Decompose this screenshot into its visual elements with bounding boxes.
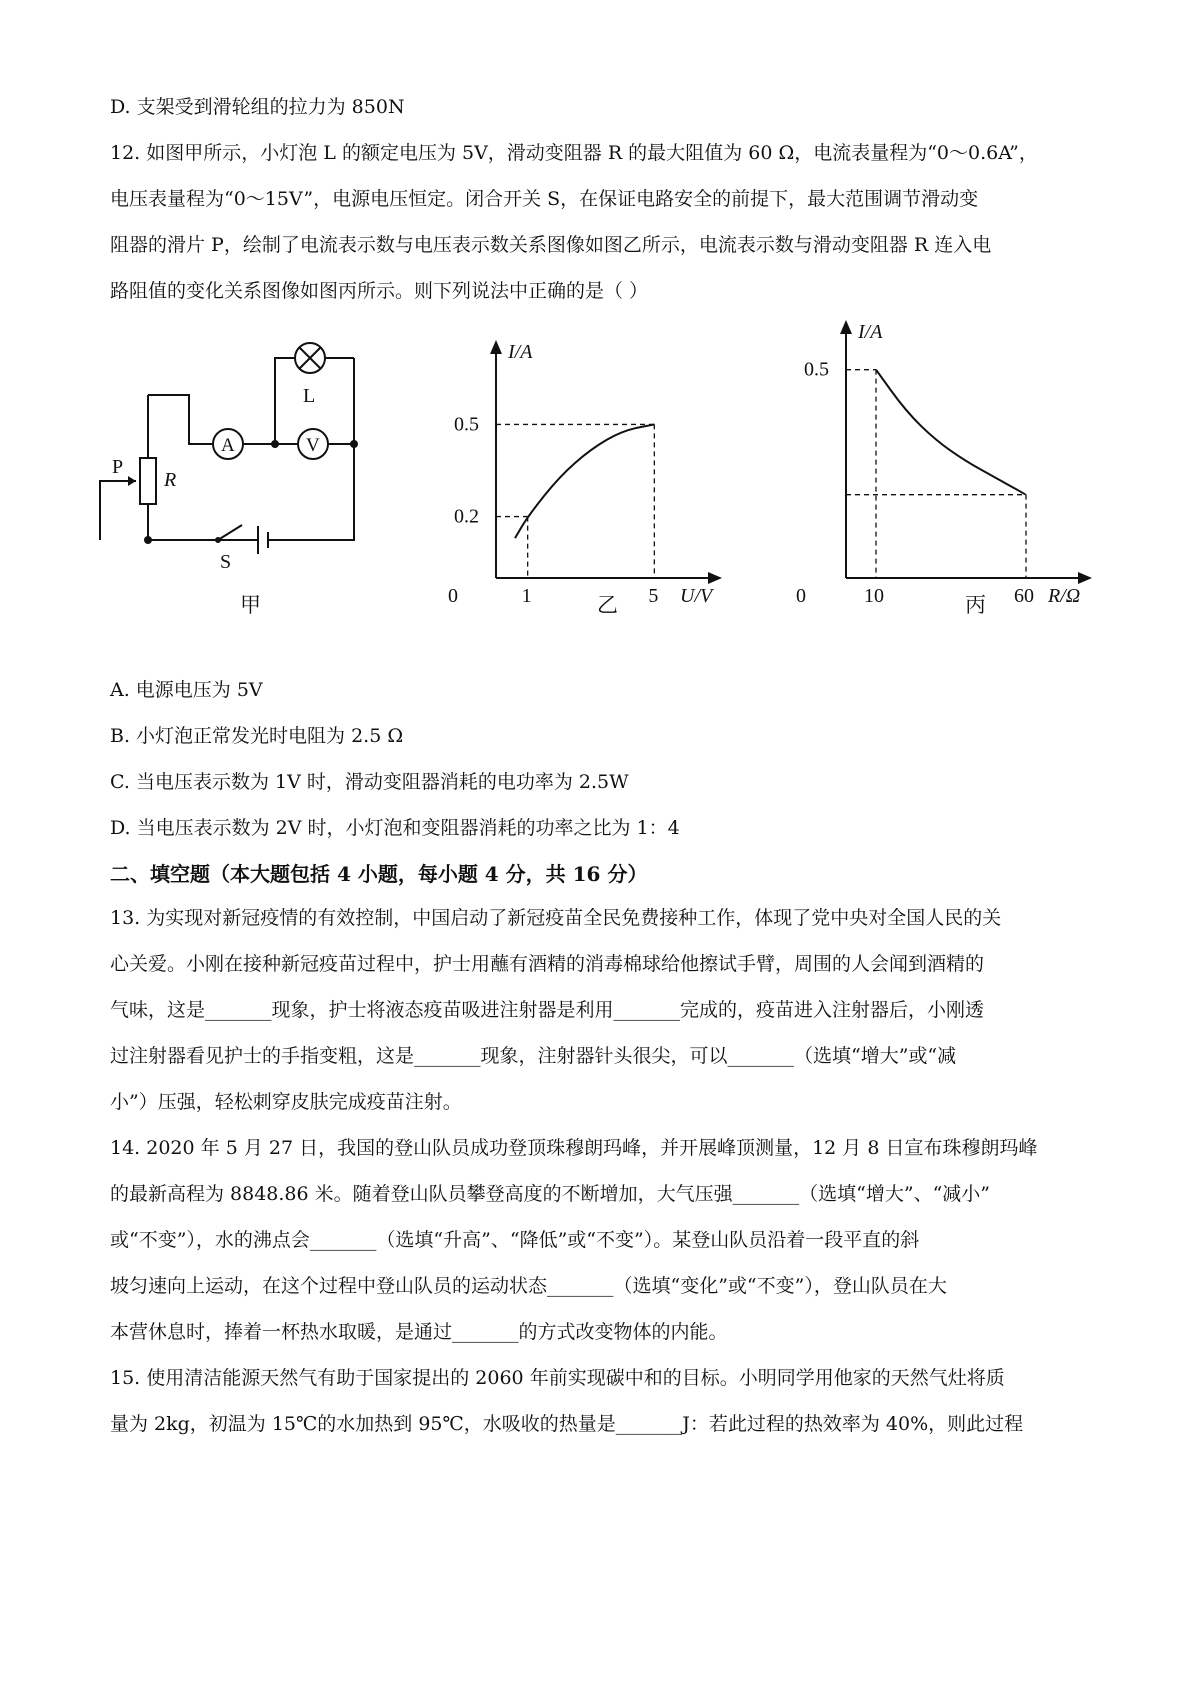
q14-line-5: 本营休息时，捧着一杯热水取暖，是通过_______的方式改变物体的内能。 <box>110 1321 728 1343</box>
q14-line-3: 或“不变”），水的沸点会_______（选填“升高”、“降低”或“不变”）。某登山队员沿着一段平直的斜 <box>110 1229 920 1251</box>
section-2-title: 二、填空题（本大题包括 4 小题，每小题 4 分，共 16 分） <box>110 862 648 886</box>
y-axis-label: I/A <box>508 341 533 363</box>
data-curve <box>515 424 654 538</box>
graph-bing-caption: 丙 <box>965 593 986 617</box>
voltmeter-label: V <box>306 435 320 456</box>
q14-line-2: 的最新高程为 8848.86 米。随着登山队员攀登高度的不断增加，大气压强_______（选填“增大”、“减小” <box>110 1183 991 1205</box>
x-tick-label: 5 <box>648 585 659 607</box>
y-axis-arrow-icon <box>840 320 852 334</box>
q15-line-1: 15. 使用清洁能源天然气有助于国家提出的 2060 年前实现碳中和的目标。小明同学用他家的天然气灶将质 <box>110 1367 1005 1389</box>
y-tick-label: 0.5 <box>804 358 829 381</box>
graph-yi-current-voltage <box>450 340 750 670</box>
q15-line-2: 量为 2kg，初温为 15℃的水加热到 95℃，水吸收的热量是_______J：若此过程的热效率为 40%，则此过程 <box>110 1413 1024 1435</box>
data-curve <box>876 370 1026 495</box>
q12-option-a: A. 电源电压为 5V <box>110 679 263 701</box>
q13-line-4: 过注射器看见护士的手指变粗，这是_______现象，注射器针头很尖，可以_______（选填“增大”或“减 <box>110 1045 957 1067</box>
y-tick-label: 0.5 <box>454 413 479 436</box>
q12-option-d: D. 当电压表示数为 2V 时，小灯泡和变阻器消耗的功率之比为 1：4 <box>110 817 680 839</box>
x-axis-label: R/Ω <box>1048 585 1081 607</box>
q13-line-3: 气味，这是_______现象，护士将液态疫苗吸进注射器是利用_______完成的，疫苗进入注射器后，小刚透 <box>110 999 985 1021</box>
graph-yi-caption: 乙 <box>597 593 618 617</box>
x-tick-label: 10 <box>864 585 884 607</box>
q12-line-4: 路阻值的变化关系图像如图丙所示。则下列说法中正确的是（ ） <box>110 280 649 302</box>
circuit-caption: 甲 <box>240 593 261 617</box>
y-axis-arrow-icon <box>490 340 502 354</box>
origin-label: 0 <box>448 585 458 607</box>
x-axis-arrow-icon <box>708 572 722 584</box>
q14-line-4: 坡匀速向上运动，在这个过程中登山队员的运动状态_______（选填“变化”或“不变”），登山队员在大 <box>110 1275 947 1297</box>
x-tick-label: 1 <box>521 585 532 607</box>
q12-option-c: C. 当电压表示数为 1V 时，滑动变阻器消耗的电功率为 2.5W <box>110 771 629 793</box>
q13-line-2: 心关爱。小刚在接种新冠疫苗过程中，护士用蘸有酒精的消毒棉球给他擦试手臂，周围的人会闻到酒精的 <box>110 953 985 975</box>
q12-line-1: 12. 如图甲所示，小灯泡 L 的额定电压为 5V，滑动变阻器 R 的最大阻值为 60 Ω，电流表量程为“0～0.6A”， <box>110 142 1038 164</box>
rheostat-label: R <box>164 469 177 491</box>
x-axis-arrow-icon <box>1078 572 1092 584</box>
q13-line-1: 13. 为实现对新冠疫情的有效控制，中国启动了新冠疫苗全民免费接种工作，体现了党中央对全国人民的关 <box>110 907 1002 929</box>
q13-line-5: 小”）压强，轻松刺穿皮肤完成疫苗注射。 <box>110 1091 462 1113</box>
origin-label: 0 <box>796 585 806 607</box>
switch-label: S <box>220 551 232 573</box>
option-d-prev: D. 支架受到滑轮组的拉力为 850N <box>110 96 405 118</box>
ammeter-label: A <box>221 435 235 456</box>
slider-label: P <box>112 456 124 478</box>
circuit-diagram <box>90 340 410 670</box>
q14-line-1: 14. 2020 年 5 月 27 日，我国的登山队员成功登顶珠穆朗玛峰，并开展峰顶测量，12 月 8 日宣布珠穆朗玛峰 <box>110 1137 1038 1159</box>
q12-option-b: B. 小灯泡正常发光时电阻为 2.5 Ω <box>110 725 404 747</box>
lamp-label: L <box>303 385 316 407</box>
y-axis-label: I/A <box>858 321 883 343</box>
q12-line-3: 阻器的滑片 P，绘制了电流表示数与电压表示数关系图像如图乙所示，电流表示数与滑动变阻器 R 连入电 <box>110 234 992 256</box>
x-axis-label: U/V <box>680 585 713 607</box>
q12-line-2: 电压表量程为“0～15V”，电源电压恒定。闭合开关 S，在保证电路安全的前提下，最大范围调节滑动变 <box>110 188 979 210</box>
y-tick-label: 0.2 <box>454 505 479 528</box>
graph-bing-current-resistance <box>796 318 1120 648</box>
x-tick-label: 60 <box>1014 585 1034 607</box>
